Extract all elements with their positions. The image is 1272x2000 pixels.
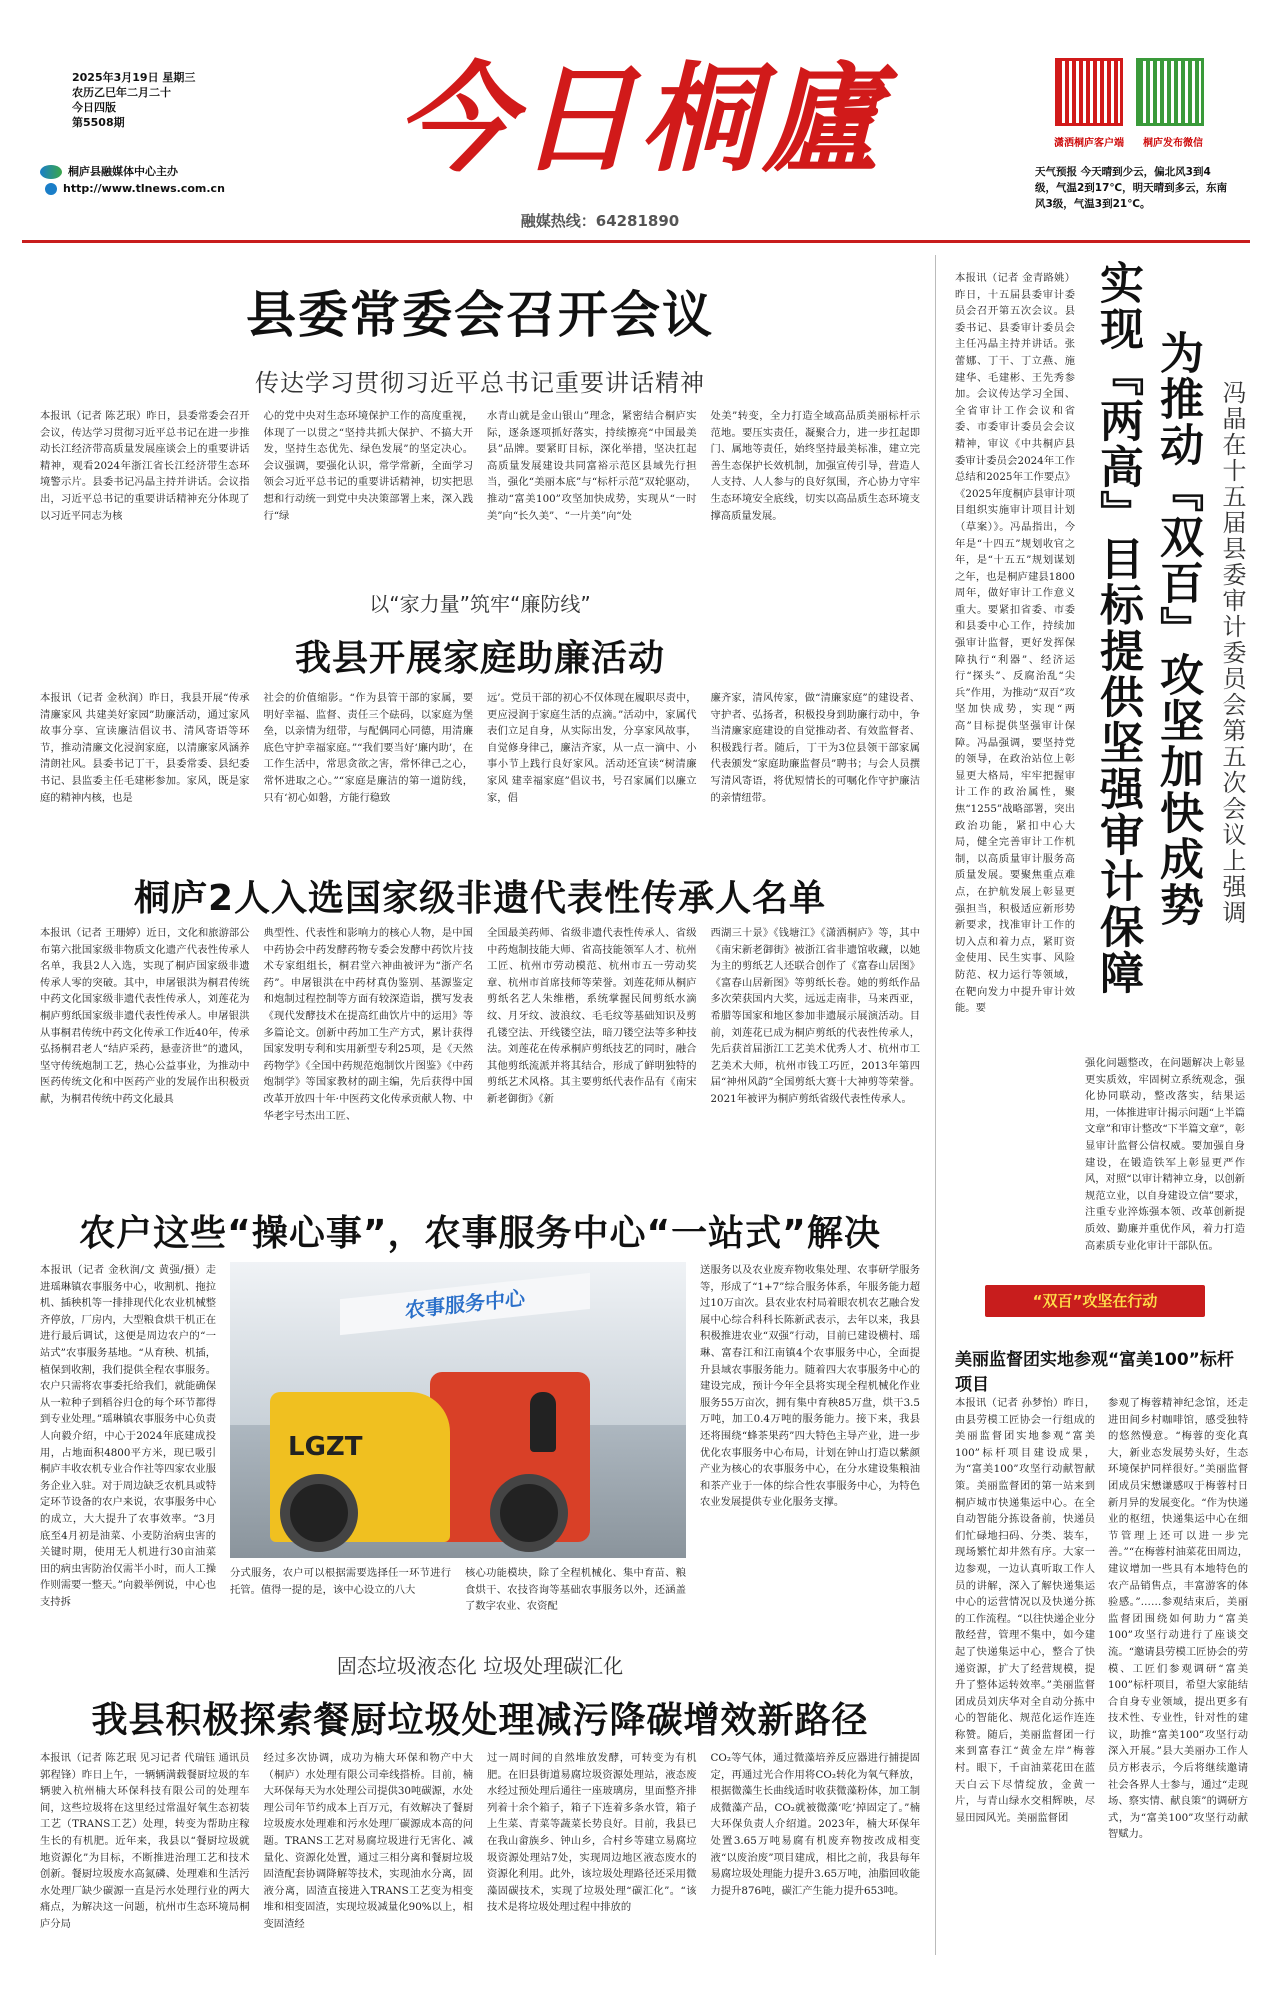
- agricultural-machinery-photo: [230, 1262, 686, 1558]
- masthead-meta: [72, 70, 272, 130]
- article4-column: 送服务以及农业废弃物收集处理、农事研学服务等，形成了“1+7”综合服务体系，年服务能力超过10万亩次。县农业农村局着眼农机农艺融合发展中心综合科科长陈新武表示，去年以来，我县积极推进农业“双强”行动，目前已建设横村、瑶琳、富春江和江南镇4个农事服务中心，全面提升县域农事服务能力。随着四大农事服务中心的建设完成，预计今年全县将实现全程机械化作业服务55万亩次，拥有集中育秧85万盘，烘干3.5万吨，加工0.4万吨的服务能力。接下来，我县还将围绕“蜂茶果药”四大特色主导产业，进一步优化农事服务中心布局，计划在钟山打造以紫颜产业为核心的农事服务中心，在分水建设集粮油和茶产业于一体的综合性农事服务中心，为特色农业发展提供专业化服务支撑。: [700, 1264, 920, 1509]
- page-count: 今日四版: [72, 101, 116, 114]
- website-link[interactable]: http://www.tlnews.com.cn: [63, 182, 225, 195]
- article2-column: 远’。党员干部的初心不仅体现在履职尽责中，更应浸润于家庭生活的点滴。”活动中，家属代表们立足自身，从实际出发，分享家风故事，自觉修身律己，廉洁齐家，从一点一滴中、小事小节上践行良好家风。活动还宣读“树清廉家风 建幸福家庭”倡议书，号召家属们以廉立家，倡: [487, 692, 697, 804]
- side-top-title-line1: 为推动『双百』攻坚加快成势: [1152, 330, 1203, 928]
- article5-column: 过一周时间的自然堆放发酵，可转变为有机肥。在旧县街道易腐垃圾资源处理站，液态废水经过预处理后通往一座玻璃房，里面整齐排列着十余个箱子，箱子下连着多条水管，箱子上生菜、青菜等蔬菜长势良好。目前，我县已在我山畲族乡、钟山乡，合村乡等建立易腐垃圾资源处理站7处，实现周边地区液态废水的资源化利用。此外，该垃圾处理路径还采用微藻固碳技术，实现了垃圾处理“碳汇化”。“该技术是将垃圾处理过程中排放的: [487, 1752, 697, 1914]
- campaign-badge: “双百”攻坚在行动: [985, 1285, 1205, 1317]
- article3-column: 典型性、代表性和影响力的核心人物，是中国中药协会中药发酵药物专委会发酵中药饮片技术专家组组长，桐君堂六神曲被评为“浙产名药”。申屠银洪在中药材真伪鉴别、基源鉴定和炮制过程控制等方面有较深造诣，撰写发表《现代发酵技术在提高红曲饮片中的运用》等多篇论文。创新中药加工生产方式，累计获得国家发明专利和实用新型专利25项，是《天然药物学》《全国中药规范炮制饮片图鉴》《中药炮制学》等国家教材的副主编，先后获得中国改革开放四十年·中医药文化传承贡献人物、中华老字号杰出工匠、: [263, 927, 473, 1122]
- article5-column: 本报讯（记者 陈艺珉 见习记者 代瑞钰 通讯员 郭程锋）昨日上午，一辆辆满载餐厨垃圾的车辆驶入杭州楠大环保科技有限公司的处理车间，这些垃圾将在这里经过常温好氧生态初装工艺（TRANS工艺）处理，转变为帮助庄稼生长的有机肥。近年来，我县以“餐厨垃圾就地资源化”为目标，不断推进治理工艺和技术创新。餐厨垃圾废水高氮磷、处理难和生活污水处理厂缺少碳源一直是污水处理行业的两大痛点，为解决这一问题，杭州市生态环境局桐庐分局: [40, 1752, 250, 1930]
- worker-figure: [530, 1392, 556, 1452]
- wheel-icon: [490, 1474, 568, 1552]
- article4-photo-caption-row: [230, 1565, 686, 1639]
- media-center-logo-icon: [40, 165, 62, 179]
- side-bottom-column: 参观了梅蓉精神纪念馆，还走进田间乡村咖啡馆，感受独特的悠然慢意。“梅蓉的变化真大，新业态发展势头好，生态环境保护同样很好。”美丽监督团成员宋懋谦感叹于梅蓉村日新月异的发展变化。“作为快递业的枢纽，快递集运中心在细节管理上还可以进一步完善。”“在梅蓉村油菜花田周边，建议增加一些具有本地特色的农产品销售点，丰富游客的体验感。”……参观结束后，美丽监督团围绕如何助力“富美100”攻坚行动进行了座谈交流。“邀请县劳模工匠协会的劳模、工匠们参观调研“富美100”标杆项目，希望大家能结合自身专业领域，提出更多有技术性、专业性，针对性的建议，助推“富美100”攻坚行动深入开展。”县大美丽办工作人员方彬表示，今后将继续邀请社会各界人士参与，通过“走现场、察实情、献良策”的调研方式，为“富美100”攻坚行动献智赋力。: [1108, 1397, 1248, 1841]
- article2-column: 本报讯（记者 金秋润）昨日，我县开展“传承清廉家风 共建美好家园”助廉活动，通过家风故事分享、宣读廉洁倡议书、清风寄语等环节，推动清廉文化浸润家庭，以清廉家风涵养清朗社风。县委书记丁干，县委常委、县纪委书记、县监委主任毛建彬参加。家风，既是家庭的精神内核，也是: [40, 692, 250, 804]
- newspaper-title: 今日桐廬: [395, 49, 884, 188]
- article1-subtitle: 传达学习贯彻习近平总书记重要讲话精神: [255, 369, 705, 397]
- hotline: 融媒热线：64281890: [520, 212, 680, 230]
- article2-column: 廉齐家，清风传家，做“清廉家庭”的建设者、守护者、弘扬者，积极投身到助廉行动中，争当清廉家庭建设的自觉推动者、有效监督者、积极践行者。随后，丁干为3位县领干部家属代表颁发“家庭助廉监督员”聘书；与会人员撰写清风寄语，将优短情长的可嘱化作守护廉洁的亲情纽带。: [710, 692, 920, 804]
- loader-brand: LGZT: [288, 1432, 363, 1462]
- article1-column: 处美”转变，全力打造全域高品质美丽标杆示范地。要压实责任，凝聚合力，进一步扛起即门、属地等责任，始终坚持最美标准，建立完善生态保护长效机制，加强宣传引导，营造人人支持、人人参与的良好氛围，齐心协力守牢生态环境安全底线，切实以高品质生态环境支撑高质量发展。: [710, 410, 920, 522]
- article3-column: 本报讯（记者 王珊婷）近日，文化和旅游部公布第六批国家级非物质文化遗产代表性传承人名单，我县2人入选，实现了桐庐国家级非遗传承人零的突破。其中，申屠银洪为桐君传统中药文化国家级非遗代表性传承人，刘莲花为桐庐剪纸国家级非遗代表性传承人。申屠银洪从事桐君传统中药文化传承工作近40年，传承弘扬桐君老人“结庐采药，悬壶济世”的遗风，坚守传统炮制工艺，热心公益事业，为推动中医药传统文化和中医药产业的发展作出积极贡献，为桐君传统中药文化最具: [40, 927, 250, 1105]
- article1-title: 县委常委会召开会议: [246, 286, 714, 344]
- wechat-qr-code-icon: [1136, 58, 1204, 126]
- article2-kicker: 以“家力量”筑牢“廉防线”: [369, 592, 591, 616]
- client-qr-code-icon: [1055, 58, 1123, 126]
- article3-title: 桐庐2人入选国家级非遗代表性传承人名单: [133, 878, 827, 919]
- article4-title: 农户这些“操心事”，农事服务中心“一站式”解决: [79, 1213, 881, 1254]
- article1-column: 本报讯（记者 陈艺珉）昨日，县委常委会召开会议，传达学习贯彻习近平总书记在进一步推动长江经济带高质量发展座谈会上的重要讲话精神，观看2024年浙江省长江经济带生态环境警示片。县委书记冯晶主持并讲话。会议指出，习近平总书记的重要讲话精神充分体现了以习近平同志为核: [40, 410, 250, 522]
- side-top-title-line2: 实现『两高』目标提供坚强审计保障: [1092, 260, 1143, 996]
- article5-kicker: 固态垃圾液态化 垃圾处理碳汇化: [336, 1654, 624, 1678]
- article5-body: [40, 1750, 920, 1990]
- article3-column: 西湖三十景》《钱塘江》《潇洒桐庐》等，其中《南宋新老御街》被浙江省非遗馆收藏，以她为主的剪纸艺人还联合创作了《富春山居图》《富春山居新图》等剪纸长卷。她的剪纸作品多次荣获国内大奖，远远走南非，马来西亚，希腊等国家和地区参加非遗展示展演活动。目前，刘莲花已成为桐庐剪纸的代表性传承人，先后获首届浙江工艺美术优秀人才、杭州市工艺美术大师，杭州市钱工巧匠，2013年第四届“神州风韵”全国剪纸大赛十大神剪等荣誉。2021年被评为桐庐剪纸省级代表性传承人。: [710, 927, 920, 1105]
- article4-column: 核心功能模块，除了全程机械化、集中育苗、粮食烘干、农技咨询等基础农事服务以外，还涵盖了数字农业、农资配: [465, 1567, 686, 1613]
- masthead-divider: [22, 240, 1250, 243]
- side-top-kicker: 冯晶在十五届县委审计委员会第五次会议上强调: [1218, 380, 1246, 926]
- article2-title: 我县开展家庭助廉活动: [294, 638, 665, 679]
- side-bottom-title: 美丽监督团实地参观“富美100”标杆项目: [955, 1350, 1234, 1395]
- side-bottom-column: 本报讯（记者 孙梦怡）昨日，由县劳模工匠协会一行组成的美丽监督团实地参观“富美100”标杆项目建设成果，为“富美100”攻坚行动献智献策。美丽监督团的第一站来到桐庐城市快递集运中心。在全自动智能分拣设备前，快递员们忙碌地扫码、分类、装车，现场繁忙却井然有序。大家一边参观，一边认真听取工作人员的讲解，深入了解快递集运中心的运营情况以及快递分拣的工作流程。“以往快递企业分散经营，管理不集中，如今建起了快递集运中心，整合了快递资源，扩大了经营规模，提升了整体运转效率。”美丽监督团成员刘庆华对全自动分拣中心的智能化、规范化运作连连称赞。随后，美丽监督团一行来到富春江“黄金左岸”梅蓉村。眼下，千亩油菜花田在蓝天白云下尽情绽放，金黄一片，与青山绿水交相辉映，尽显田园风光。美丽监督团: [955, 1397, 1095, 1824]
- article1-column: 水青山就是金山银山”理念，紧密结合桐庐实际，逐条逐项抓好落实，持续擦亮“中国最美县”品牌。要紧盯目标，深化举措，坚决扛起高质量发展建设共同富裕示范区县域先行担当，强化“美丽本底”与“标杆示范”双轮驱动，推动“富美100”攻坚加快成势，实现从“一时美”向“长久美”、“一片美”向“处: [487, 410, 697, 522]
- side-top-column: 本报讯（记者 金青路姚）昨日，十五届县委审计委员会召开第五次会议。县委书记、县委审计委员会主任冯晶主持并讲话。张蕾娜、丁干、丁立燕、施建华、毛建彬、王先秀参加。会议传达学习全国、全省审计工作会议和省委、市委审计委员会会议精神，审议《中共桐庐县委审计委员会2024年工作总结和2025年工作要点》《2025年度桐庐县审计项目组织实施审计项目计划（草案）》。冯晶指出，今年是“十四五”规划收官之年，是“十五五”规划谋划之年，也是桐庐建县1800周年，做好审计工作意义重大。要紧扣省委、市委和县委中心工作，持续加强审计监督，更好发挥保障执行“利器”、经济运行“探头”、反腐治乱“尖兵”作用，为推动“双百”攻坚加快成势，实现“两高”目标提供坚强审计保障。冯晶强调，要坚持党的领导，在政治站位上彰显更大格局，牢牢把握审计工作的政治属性，聚焦“1255”战略部署，突出政治功能，紧扣中心大局，健全完善审计工作机制，以高质量审计服务高质量发展。要聚焦重点难点，在护航发展上彰显更强担当，积极适应新形势新要求，找准审计工作的切入点和着力点，紧盯资金使用、民生实事、风险防范、权力运行等领域，在靶向发力中提升审计效能。要: [955, 272, 1075, 1015]
- article1-body: [40, 408, 920, 548]
- article5-title: 我县积极探索餐厨垃圾处理减污降碳增效新路径: [91, 1700, 869, 1741]
- lunar-date: 农历乙巳年二月二十: [72, 86, 171, 99]
- article3-body: [40, 925, 920, 1195]
- sponsor: 桐庐县融媒体中心主办: [68, 165, 178, 178]
- sponsor-block: [40, 164, 270, 196]
- column-divider: [935, 255, 936, 1955]
- side-top-column: 强化问题整改，在问题解决上彰显更实质效，牢固树立系统观念，强化协同联动，整改落实，结果运用，一体推进审计揭示问题“上半篇文章”和审计整改“下半篇文章”，彰显审计监督公信权威。要加强自身建设，在锻造铁军上彰显更严作风，对照“以审计精神立身，以创新规范立业，以自身建设立信”要求，注重专业淬炼强本领、改革创新提质效、勤廉并重优作风，着力打造高素质专业化审计干部队伍。: [1085, 1057, 1245, 1252]
- article2-column: 社会的价值缩影。“作为县管干部的家属，要明好幸福、监督、责任三个砝码，以家庭为堡垒，以亲情为纽带，与配偶同心同德，用清廉底色守护幸福家庭。”“我们要当好‘廉内助’，在工作生活中，常思贪欲之害，常怀律己之心，常怀进取之心。”“家庭是廉洁的第一道防线，只有‘初心如磐，方能行稳致: [263, 692, 473, 804]
- article5-column: CO₂等气体，通过微藻培养反应器进行捕提固定，再通过光合作用将CO₂转化为氧气释放，根据微藻生长曲线适时收获微藻粉体，加工制成微藻产品，CO₂就被微藻‘吃’掉固定了。”楠大环保负责人介绍道。2023年，楠大环保年处置3.65万吨易腐有机废弃物按改成相变液“以废治废”项目建成，相比之前，我县每年易腐垃圾处理能力提升3.65万吨，油脂回收能力提升876吨，碳汇产生能力提升653吨。: [710, 1752, 920, 1897]
- article5-column: 经过多次协调，成功为楠大环保和物产中大（桐庐）水处理有限公司牵线搭桥。目前，楠大环保每天为水处理公司提供30吨碳源，水处理公司年节约成本上百万元，有效解决了餐厨垃圾废水处理难和污水处理厂碳源成本高的问题。TRANS工艺对易腐垃圾进行无害化、减量化、资源化处置，通过三相分离和餐厨垃圾固渣配套协调降解等技术，实现油水分离，固液分离，固渣直接进入TRANS工艺变为相变堆和相变固渣，实现垃圾减量化90%以上，相变固渣经: [263, 1752, 473, 1930]
- article1-column: 心的党中央对生态环境保护工作的高度重视，体现了一以贯之“坚持共抓大保护、不搞大开发，坚持生态优先、绿色发展”的坚定决心。会议强调，要强化认识，常学常新，全面学习领会习近平总书记的重要讲话精神，切实把思想和行动统一到党中央决策部署上来，深入践行“绿: [263, 410, 473, 522]
- article4-column: 分式服务，农户可以根据需要选择任一环节进行托管。值得一提的是，该中心设立的八大: [230, 1567, 451, 1596]
- qr1-label: 潇洒桐庐客户端: [1054, 138, 1124, 149]
- issue-number: 第5508期: [72, 116, 125, 129]
- article2-body: [40, 690, 920, 840]
- article3-column: 全国最美药师、省级非遗代表性传承人、省级中药炮制技能大师、省高技能领军人才、杭州工匠、杭州市劳动模范、杭州市五一劳动奖章、杭州市首席技师等荣誉。刘莲花师从桐庐剪纸名艺人朱维楷，系统掌握民间剪纸水滴纹、月牙纹、波浪纹、毛毛纹等基础知识及剪孔镂空法、开线镂空法，暗刀镂空法等多种技法。刘莲花在传承桐庐剪纸技艺的同时，融合其他剪纸流派并将其结合，形成了鲜明独特的剪纸艺术风格。其主要剪纸代表作品有《南宋新老御街》《新: [487, 927, 697, 1105]
- issue-date: 2025年3月19日 星期三: [72, 71, 196, 84]
- globe-icon: [45, 183, 57, 195]
- weather-forecast: 天气预报 今天晴到少云，偏北风3到4级，气温2到17℃，明天晴到多云，东南风3级，气温3到21℃。: [1035, 166, 1228, 210]
- wheel-icon: [280, 1474, 358, 1552]
- article4-column: 本报讯（记者 金秋润/文 黄强/摄）走进瑶琳镇农事服务中心，收割机、拖拉机、插秧机等一排排现代化农业机械整齐停放，厂房内，大型粮食烘干机正在进行最后调试，这便是周边农户的“一站式”农事服务基地。“从育秧、机插，植保到收割，我们提供全程农事服务。农户只需将农事委托给我们，就能确保从一粒种子到稻谷归仓的每个环节都得到专业处理。”瑶琳镇农事服务中心负责人向毅介绍，中心于2024年底建成投用，占地面积4800平方米，现已吸引桐庐丰收农机专业合作社等四家农业服务企业入驻。对于周边缺乏农机具或特定环节设备的农户来说，农事服务中心的成立，大大提升了农事效率。“3月底至4月初是油菜、小麦防治病虫害的关键时期，使用无人机进行30亩油菜田的病虫害防治仅需半小时，而人工操作则需要一整天。”向毅举例说，中心也支持拆: [40, 1264, 216, 1608]
- photo-sign-text: 农事服务中心: [340, 1273, 590, 1335]
- qr2-label: 桐庐发布微信: [1143, 138, 1203, 149]
